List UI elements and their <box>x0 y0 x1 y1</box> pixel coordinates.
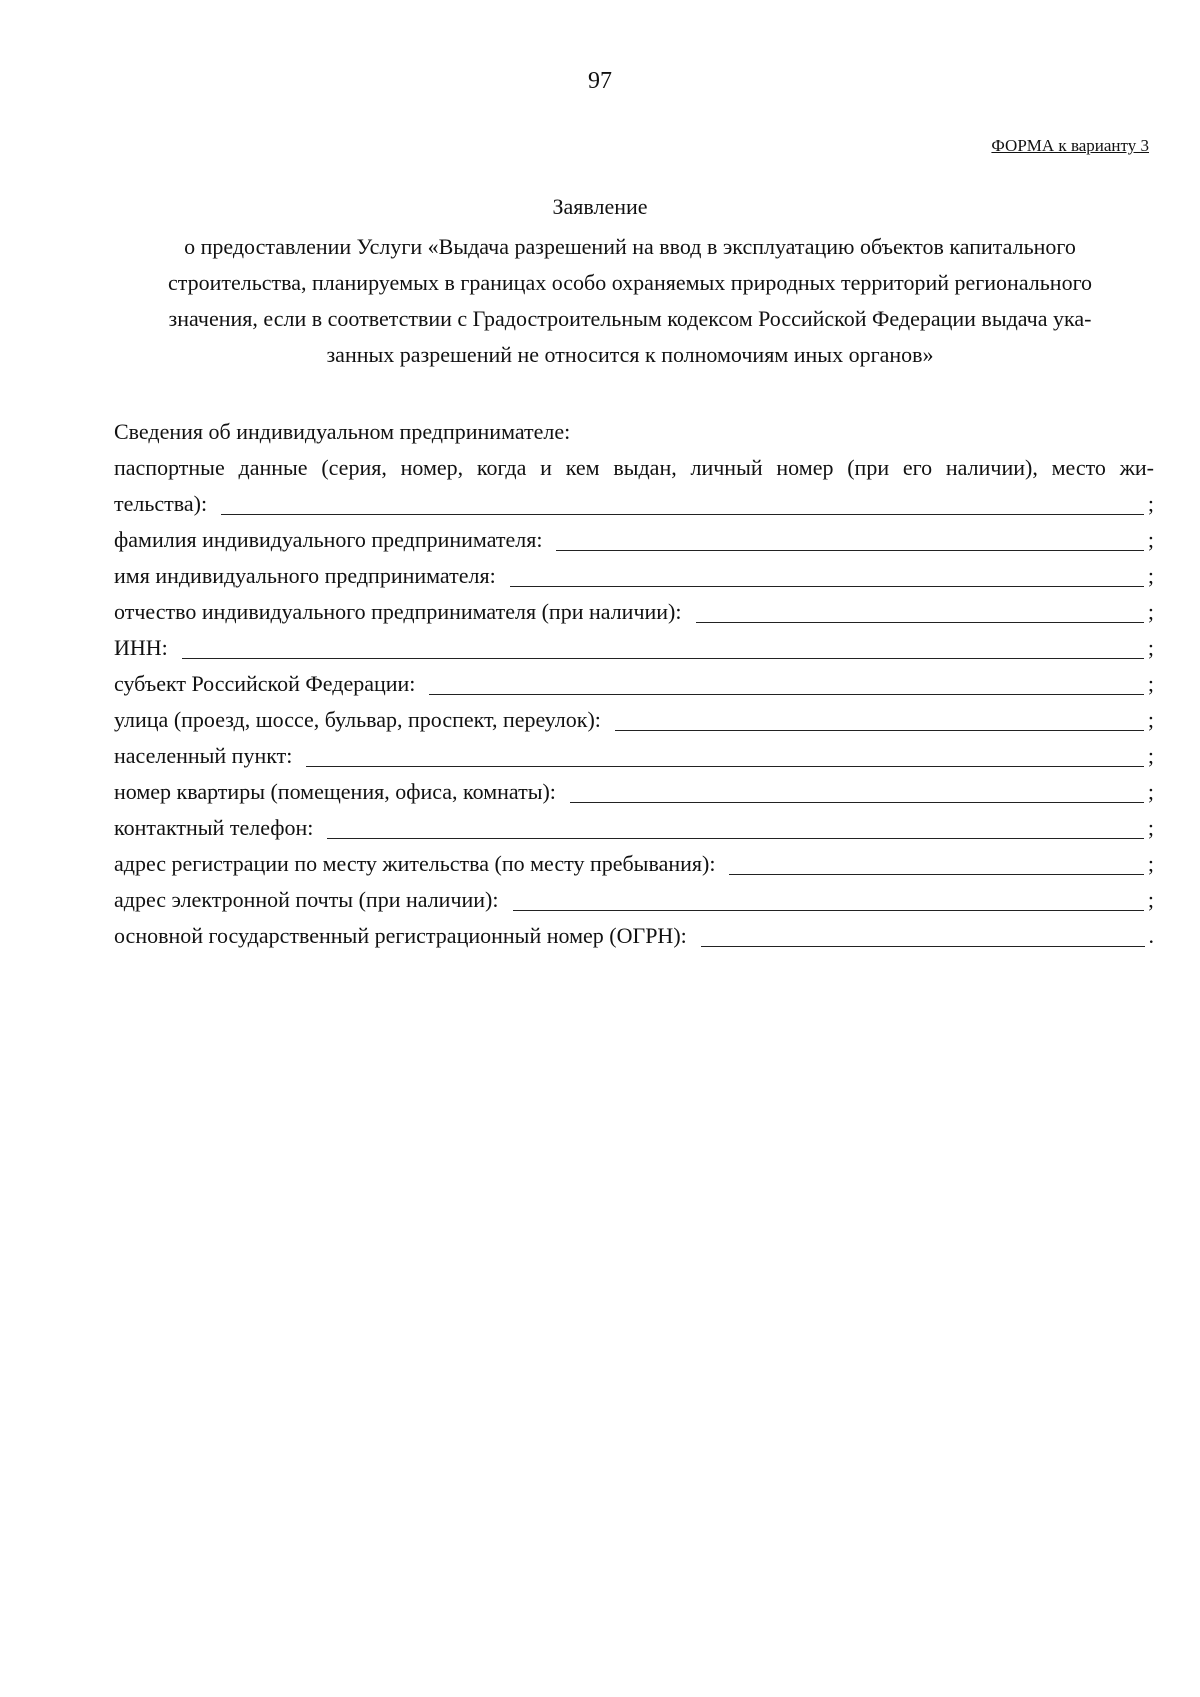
field-terminator: ; <box>1147 851 1154 876</box>
field-region <box>114 666 1154 702</box>
field-terminator: ; <box>1147 815 1154 840</box>
field-label: тельства): <box>114 491 208 516</box>
blank-input-line[interactable] <box>429 672 1143 695</box>
field-terminator: ; <box>1147 887 1154 912</box>
form-variant-label: ФОРМА к варианту 3 <box>991 136 1149 155</box>
field-terminator: ; <box>1147 563 1154 588</box>
passport-label-line: паспортные данные (серия, номер, когда и кем выдан, личный номер (при его наличии), место жи- <box>114 455 1154 480</box>
field-label: имя индивидуального предпринимателя: <box>114 563 496 588</box>
blank-input-line[interactable] <box>513 888 1144 911</box>
blank-input-line[interactable] <box>701 924 1145 947</box>
field-label: адрес регистрации по месту жительства (по месту пребывания): <box>114 851 716 876</box>
blank-input-line[interactable] <box>182 636 1144 659</box>
document-title: Заявление <box>552 194 648 219</box>
field-phone <box>114 810 1154 846</box>
section-heading: Сведения об индивидуальном предпринимателе: <box>114 419 571 444</box>
field-terminator: ; <box>1147 635 1154 660</box>
blank-input-line[interactable] <box>221 492 1144 515</box>
entrepreneur-info-section <box>114 414 1154 954</box>
field-label: контактный телефон: <box>114 815 314 840</box>
field-terminator: ; <box>1147 743 1154 768</box>
field-terminator: ; <box>1147 527 1154 552</box>
field-registration-address <box>114 846 1154 882</box>
field-label: адрес электронной почты (при наличии): <box>114 887 499 912</box>
field-locality <box>114 738 1154 774</box>
blank-input-line[interactable] <box>729 852 1143 875</box>
subtitle-line: о предоставлении Услуги «Выдача разрешений на ввод в эксплуатацию объектов капитального <box>184 234 1076 259</box>
blank-input-line[interactable] <box>615 708 1144 731</box>
subtitle-line: строительства, планируемых в границах особо охраняемых природных территорий регионального <box>167 270 1093 295</box>
field-label: фамилия индивидуального предпринимателя: <box>114 527 543 552</box>
field-terminator: ; <box>1147 707 1154 732</box>
blank-input-line[interactable] <box>556 528 1143 551</box>
field-terminator: . <box>1148 923 1154 948</box>
field-label: улица (проезд, шоссе, бульвар, проспект, переулок): <box>114 707 601 732</box>
blank-input-line[interactable] <box>696 600 1144 623</box>
field-inn <box>114 630 1154 666</box>
field-label: номер квартиры (помещения, офиса, комнаты): <box>114 779 556 804</box>
field-surname <box>114 522 1154 558</box>
field-apartment <box>114 774 1154 810</box>
page-number: 97 <box>588 68 612 94</box>
blank-input-line[interactable] <box>306 744 1144 767</box>
field-patronymic <box>114 594 1154 630</box>
blank-input-line[interactable] <box>570 780 1144 803</box>
field-label: субъект Российской Федерации: <box>114 671 416 696</box>
field-first-name <box>114 558 1154 594</box>
field-label: основной государственный регистрационный номер (ОГРН): <box>114 923 687 948</box>
field-residence <box>114 486 1154 522</box>
subtitle-line: занных разрешений не относится к полномочиям иных органов» <box>326 342 934 367</box>
field-label: отчество индивидуального предпринимателя (при наличии): <box>114 599 682 624</box>
document-subtitle <box>115 229 1145 373</box>
field-street <box>114 702 1154 738</box>
field-email <box>114 882 1154 918</box>
blank-input-line[interactable] <box>327 816 1144 839</box>
field-ogrn <box>114 918 1154 954</box>
field-terminator: ; <box>1147 779 1154 804</box>
field-terminator: ; <box>1147 599 1154 624</box>
subtitle-line: значения, если в соответствии с Градостроительным кодексом Российской Федерации выдача ука- <box>168 306 1092 331</box>
field-terminator: ; <box>1147 671 1154 696</box>
field-terminator: ; <box>1147 491 1154 516</box>
field-label: ИНН: <box>114 635 168 660</box>
blank-input-line[interactable] <box>510 564 1144 587</box>
field-label: населенный пункт: <box>114 743 293 768</box>
